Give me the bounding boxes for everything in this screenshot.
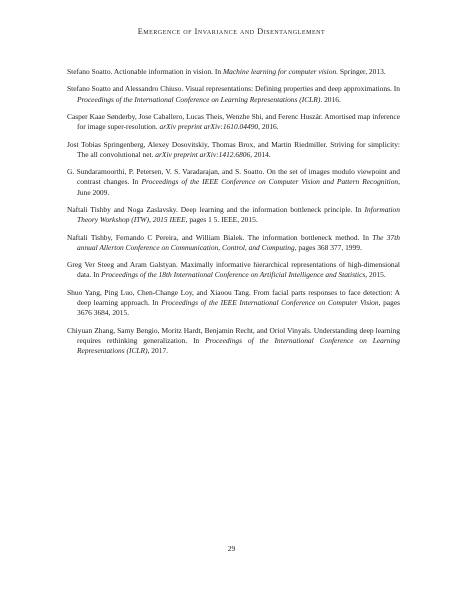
reference-venue: Information Theory Workshop (ITW), 2015 IEEE [77,204,400,225]
reference-text: . Springer, 2013. [336,67,386,76]
reference-venue: Proceedings of the IEEE International Conference on Computer Vision [161,297,379,307]
reference-entry [67,140,400,160]
reference-text: Stefano Soatto. Actionable information in vision. In [67,67,223,76]
reference-list [67,67,400,363]
reference-text: . 2016. [320,94,341,104]
reference-entry [67,112,400,132]
reference-text: Greg Ver Steeg and Aram Galstyan. Maximally informative hierarchical representations of high-dimensional data. In [67,260,400,280]
reference-venue: Machine learning for computer vision [222,67,337,76]
reference-entry [67,326,400,357]
page-number: 29 [227,544,236,553]
reference-venue: arXiv preprint arXiv:1412.6806 [155,149,251,159]
reference-venue: Proceedings of the International Conference on Learning Representations (ICLR) [77,335,400,355]
reference-text: , 2017. [147,345,169,355]
reference-text: Stefano Soatto and Alessandro Chiuso. Visual representations: Defining properties and deep approximations. In [67,84,400,94]
reference-text: , pages 3676 3684, 2015. [77,297,401,318]
reference-venue: Proceedings of the 18th International Conference on Artificial Intelligence and Statistics [101,270,366,280]
reference-venue: Proceedings of the International Conference on Learning Representations (ICLR) [77,94,321,104]
reference-text: , 2014. [250,149,271,159]
reference-text: , pages 368 377, 1999. [294,242,362,252]
reference-text: Chiyuan Zhang, Samy Bengio, Moritz Hardt, Benjamin Recht, and Oriol Vinyals. Understanding deep learning requires rethinking generalization. In [67,325,400,345]
running-head: Emergence of Invariance and Disentanglement [137,27,326,36]
reference-venue: The 37th annual Allerton Conference on Communication, Control, and Computing [77,232,400,252]
reference-text: , 2015. [365,270,386,280]
reference-entry [67,233,400,253]
reference-text: Jost Tobias Springenberg, Alexey Dosovitskiy, Thomas Brox, and Martin Riedmiller. Striving for simplicity: The all convolutional net. [67,139,400,159]
reference-text: Shuo Yang, Ping Luo, Chen-Change Loy, and Xiaoou Tang. From facial parts responses to face detection: A deep learning approach. In [67,287,400,307]
reference-text: , 2016. [258,122,279,132]
reference-text: Naftali Tishby, Fernando C Pereira, and William Bialek. The information bottleneck method. In [67,232,373,242]
reference-venue: Proceedings of the IEEE Conference on Computer Vision and Pattern Recognition [141,177,399,187]
reference-entry [67,84,400,104]
reference-entry [67,260,400,280]
reference-text: G. Sundaramoorthi, P. Petersen, V. S. Varadarajan, and S. Soatto. On the set of images modulo viewpoint and contrast changes. In [67,167,400,187]
reference-text: , pages 1 5. IEEE, 2015. [185,215,258,225]
reference-text: , June 2009. [77,177,400,197]
reference-text: Casper Kaae Sønderby, Jose Caballero, Lucas Theis, Wenzhe Shi, and Ferenc Huszár. Amortised map inference for image super-resolution. [67,111,400,132]
reference-entry [67,167,400,198]
reference-text: Naftali Tishby and Noga Zaslavsky. Deep learning and the information bottleneck principle. In [67,204,365,214]
reference-entry [67,205,400,225]
reference-venue: arXiv preprint arXiv:1610.04490 [159,122,259,132]
reference-entry [67,67,400,77]
reference-entry [67,288,400,319]
